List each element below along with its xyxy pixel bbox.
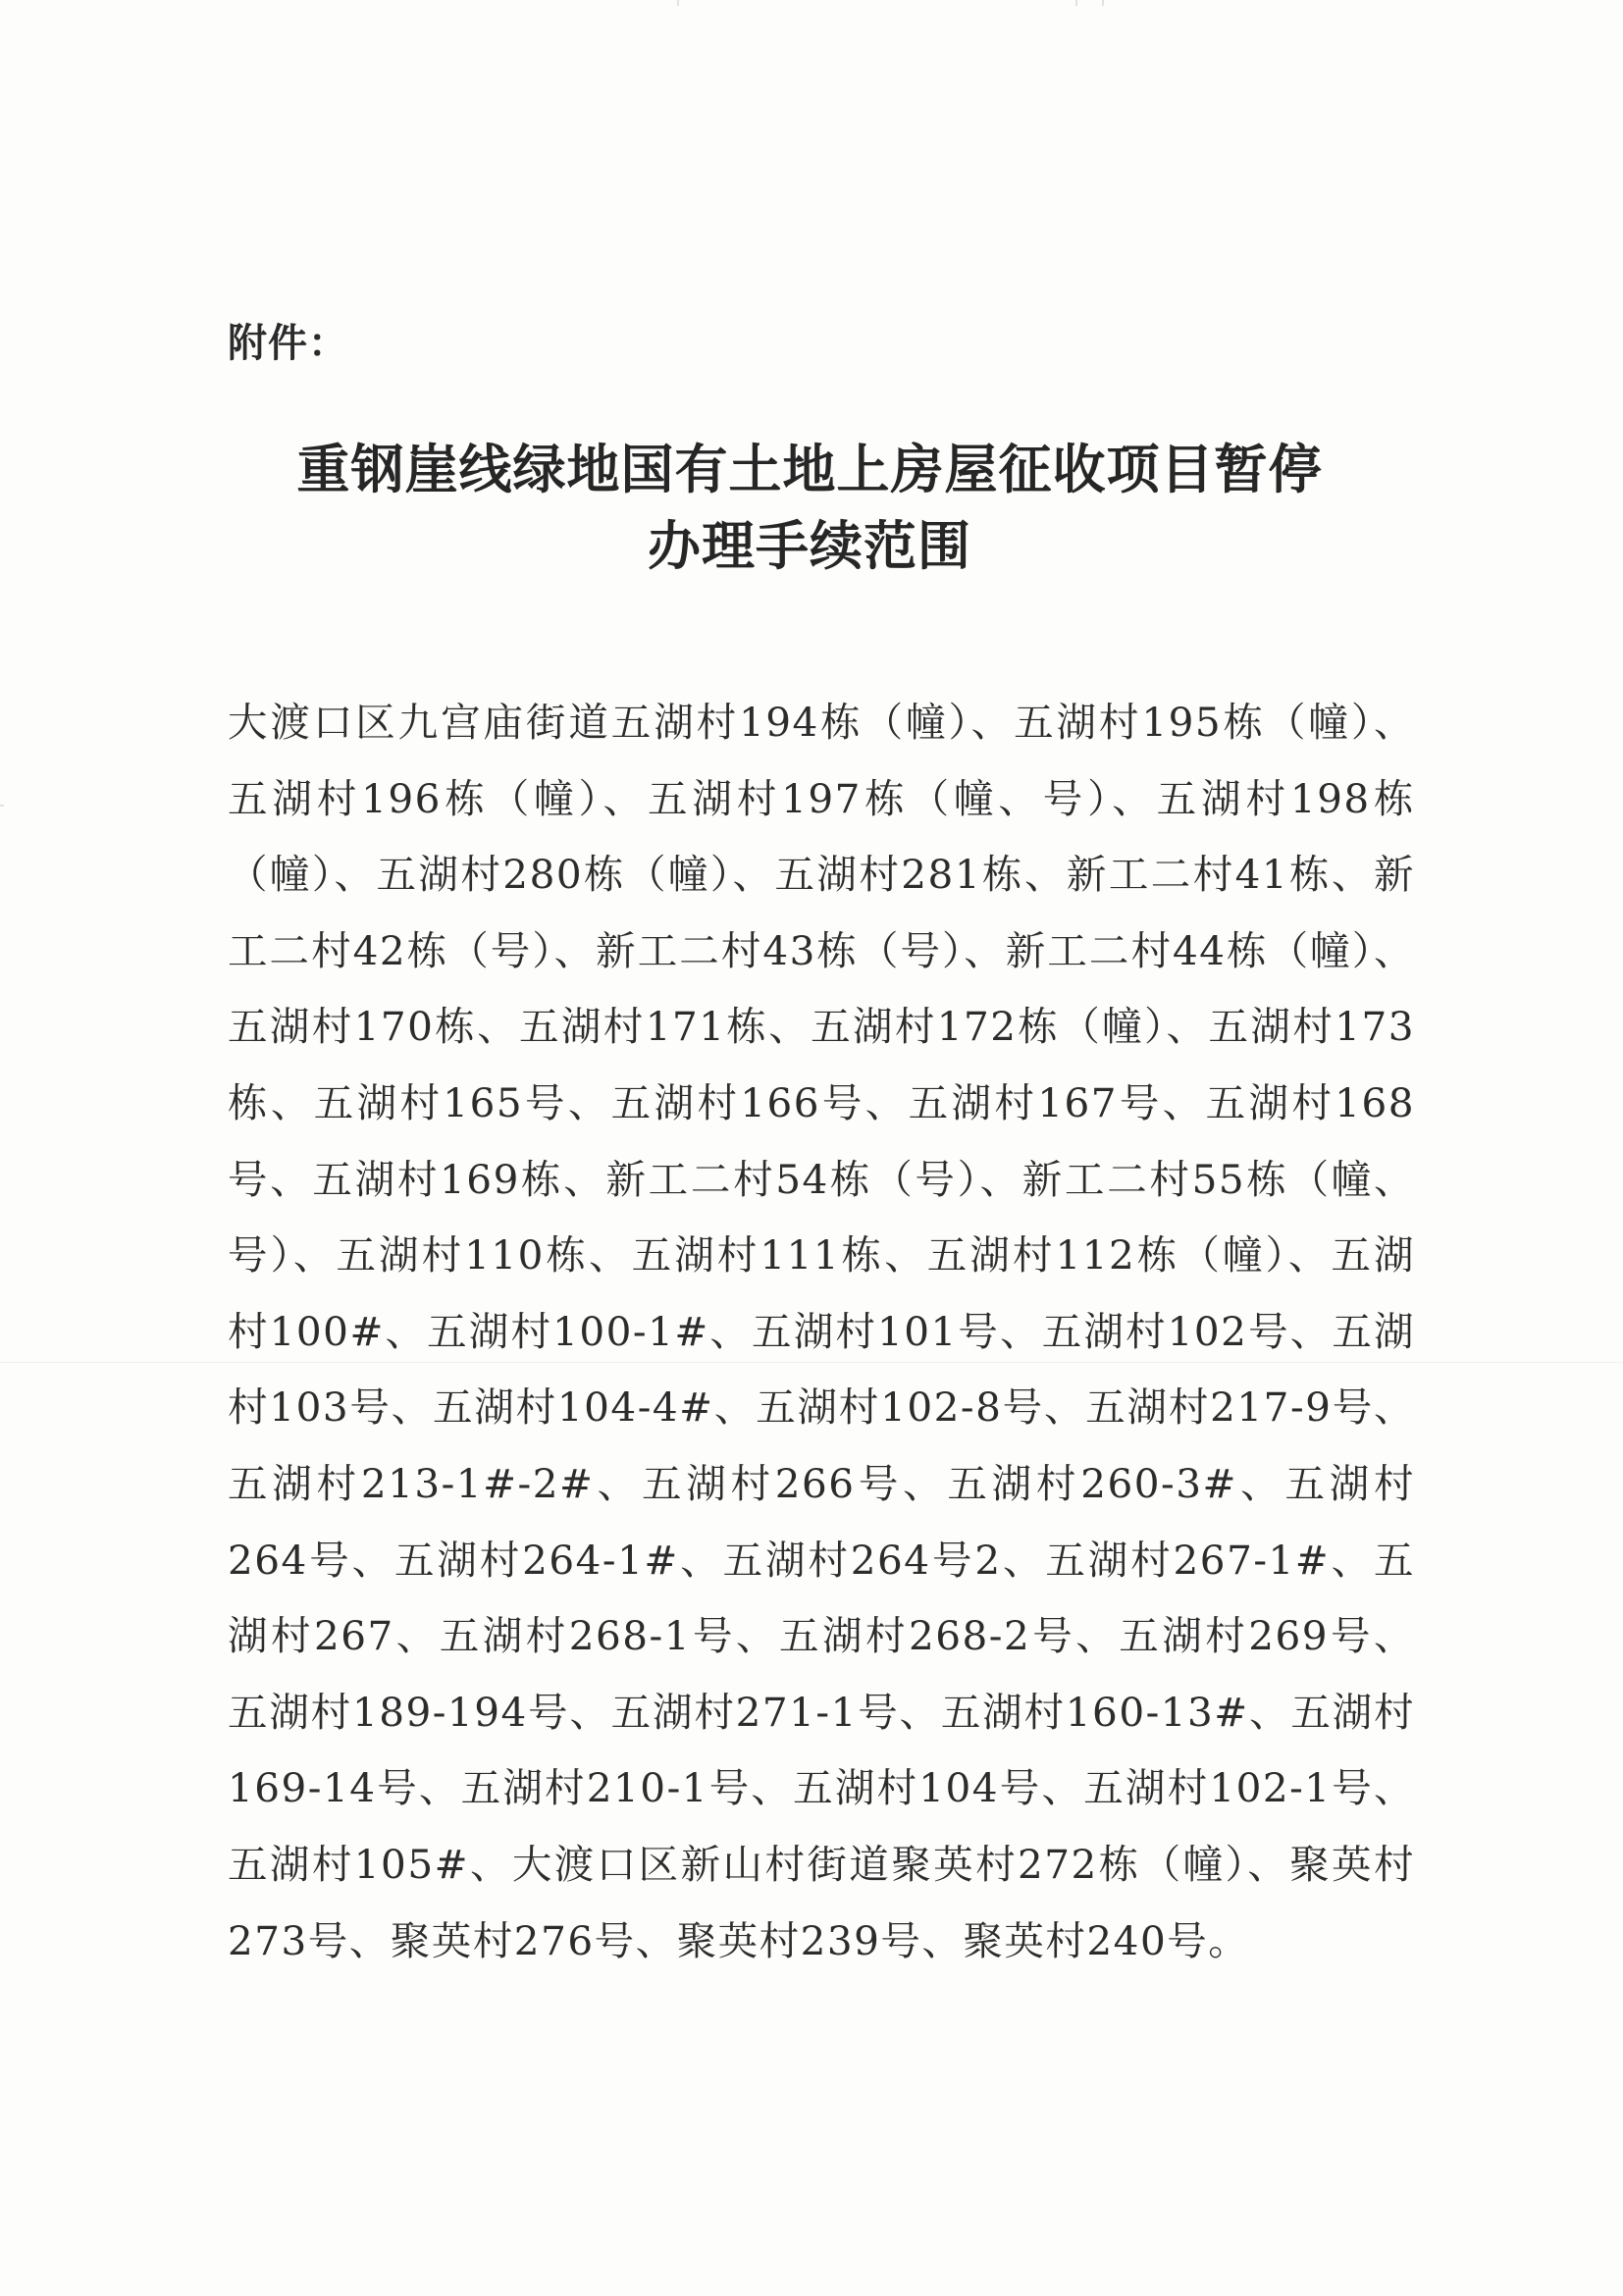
scan-edge-mark xyxy=(0,805,4,807)
body-paragraph: 大渡口区九宫庙街道五湖村194栋（幢）、五湖村195栋（幢）、五湖村196栋（幢）、五湖村197栋（幢、号）、五湖村198栋（幢）、五湖村280栋（幢）、五湖村281栋、新工二村41栋、新工二村42栋（号）、新工二村43栋（号）、新工二村44栋（幢）、五湖村170栋、五湖村171栋、五湖村172栋（幢）、五湖村173栋、五湖村165号、五湖村166号、五湖村167号、五湖村168号、五湖村169栋、新工二村54栋（号）、新工二村55栋（幢、号）、五湖村110栋、五湖村111栋、五湖村112栋（幢）、五湖村100#、五湖村100-1#、五湖村101号、五湖村102号、五湖村103号、五湖村104-4#、五湖村102-8号、五湖村217-9号、五湖村213-1#-2#、五湖村266号、五湖村260-3#、五湖村264号、五湖村264-1#、五湖村264号2、五湖村267-1#、五湖村267、五湖村268-1号、五湖村268-2号、五湖村269号、五湖村189-194号、五湖村271-1号、五湖村160-13#、五湖村169-14号、五湖村210-1号、五湖村104号、五湖村102-1号、五湖村105#、大渡口区新山村街道聚英村272栋（幢）、聚英村273号、聚英村276号、聚英村239号、聚英村240号。 xyxy=(228,699,1415,1964)
scan-edge-mark xyxy=(1075,0,1077,6)
document-title xyxy=(157,432,1462,585)
scan-edge-mark xyxy=(677,0,679,6)
scan-edge-mark xyxy=(1102,0,1104,6)
title-line-2: 办理手续范围 xyxy=(648,515,971,577)
title-line-1: 重钢崖线绿地国有土地上房屋征收项目暂停 xyxy=(296,439,1323,500)
attachment-label: 附件： xyxy=(228,321,348,366)
